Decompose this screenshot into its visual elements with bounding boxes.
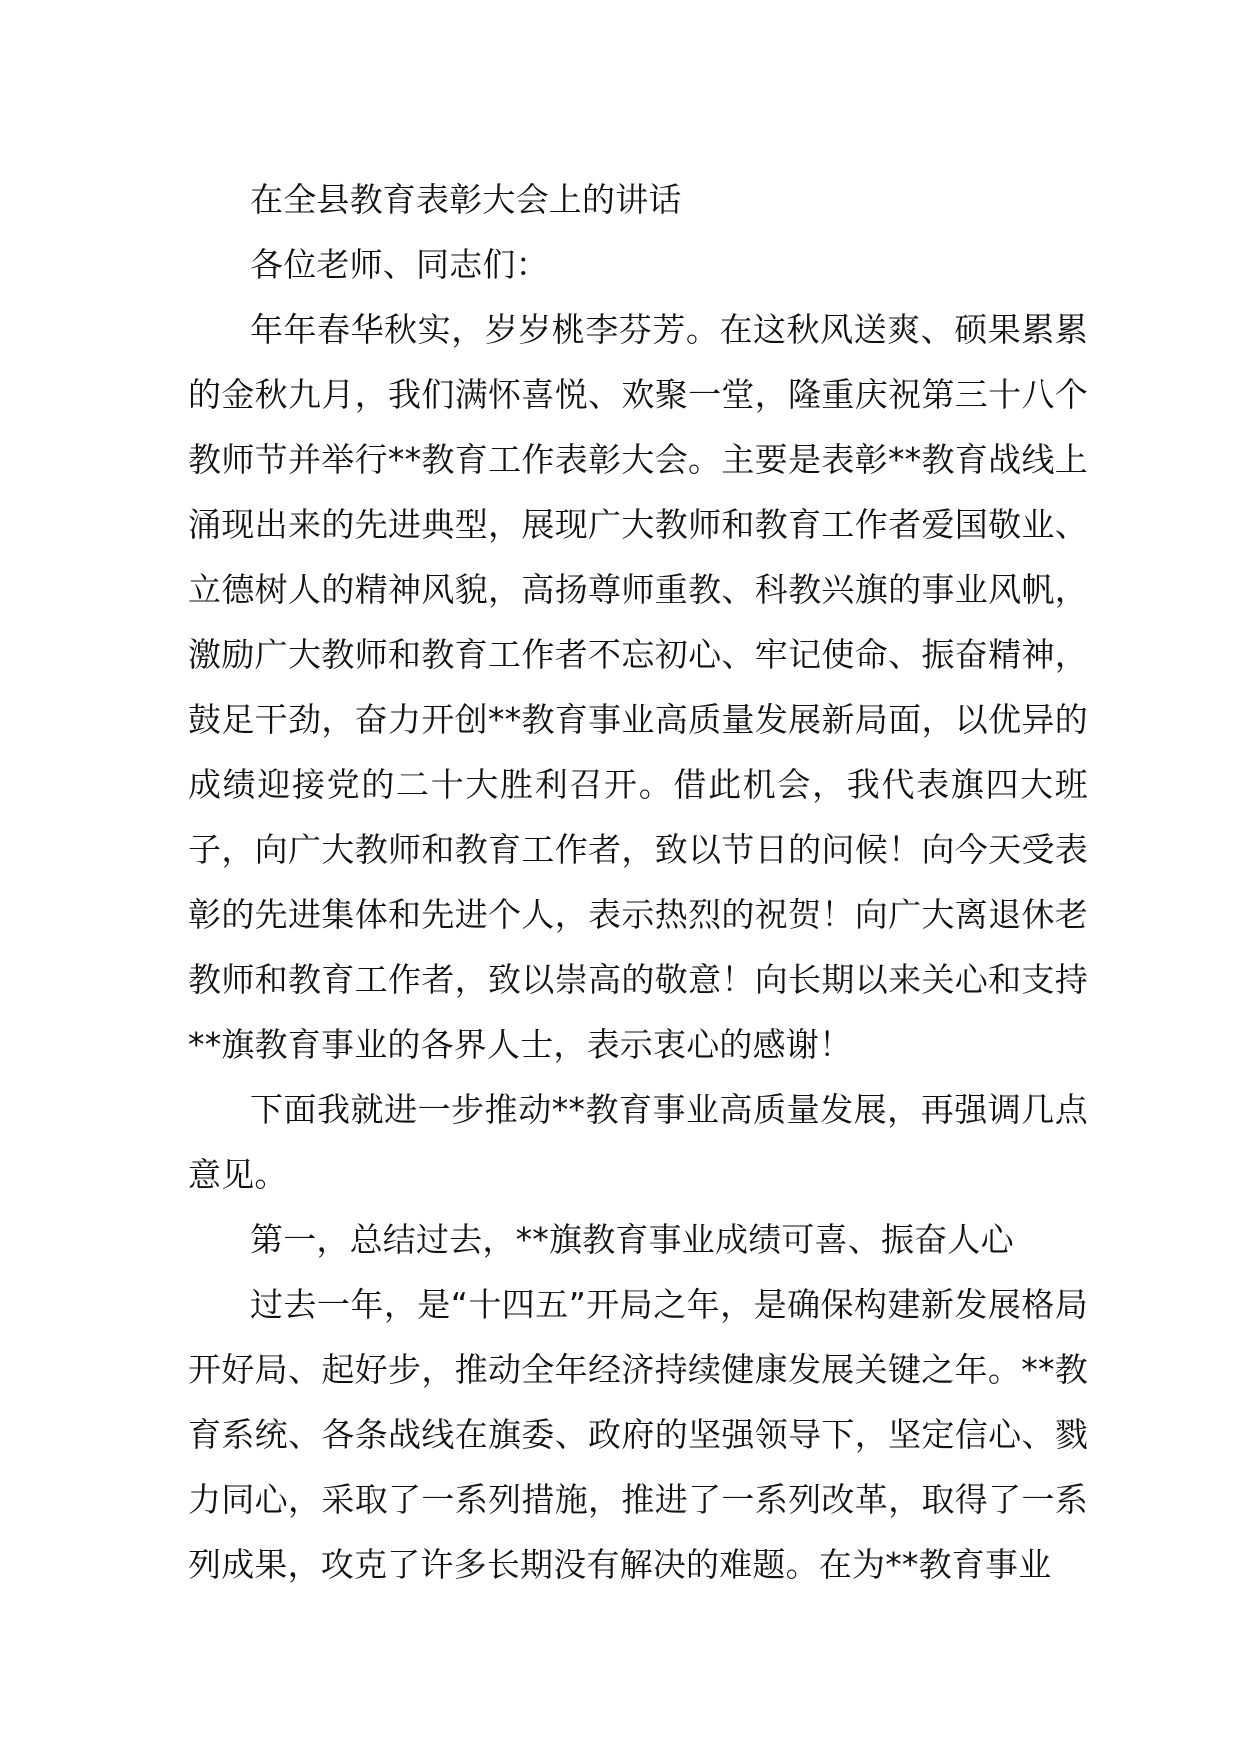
section-paragraph: 过去一年，是“十四五”开局之年，是确保构建新发展格局开好局、起好步，推动全年经济持续健康发展关键之年。**教育系统、各条战线在旗委、政府的坚强领导下，坚定信心、戮力同心，采取了一系列措施，推进了一系列改革，取得了一系列成果，攻克了许多长期没有解决的难题。在为**教育事业 (188, 1285, 1088, 1584)
document-title: 在全县教育表彰大会上的讲话 (250, 180, 682, 219)
section-heading: 第一，总结过去，**旗教育事业成绩可喜、振奋人心 (250, 1220, 1014, 1259)
salutation: 各位老师、同志们： (250, 245, 549, 284)
document-body (188, 167, 1088, 1597)
paragraph-transition: 下面我就进一步推动**教育事业高质量发展，再强调几点意见。 (188, 1090, 1088, 1194)
paragraph-opening: 年年春华秋实，岁岁桃李芬芳。在这秋风送爽、硕果累累的金秋九月，我们满怀喜悦、欢聚一堂，隆重庆祝第三十八个教师节并举行**教育工作表彰大会。主要是表彰**教育战线上涌现出来的先进典型，展现广大教师和教育工作者爱国敬业、立德树人的精神风貌，高扬尊师重教、科教兴旗的事业风帆，激励广大教师和教育工作者不忘初心、牢记使命、振奋精神，鼓足干劲，奋力开创**教育事业高质量发展新局面，以优异的成绩迎接党的二十大胜利召开。借此机会，我代表旗四大班子，向广大教师和教育工作者，致以节日的问候！向今天受表彰的先进集体和先进个人，表示热烈的祝贺！向广大离退休老教师和教育工作者，致以崇高的敬意！向长期以来关心和支持**旗教育事业的各界人士，表示衷心的感谢！ (188, 310, 1088, 1064)
